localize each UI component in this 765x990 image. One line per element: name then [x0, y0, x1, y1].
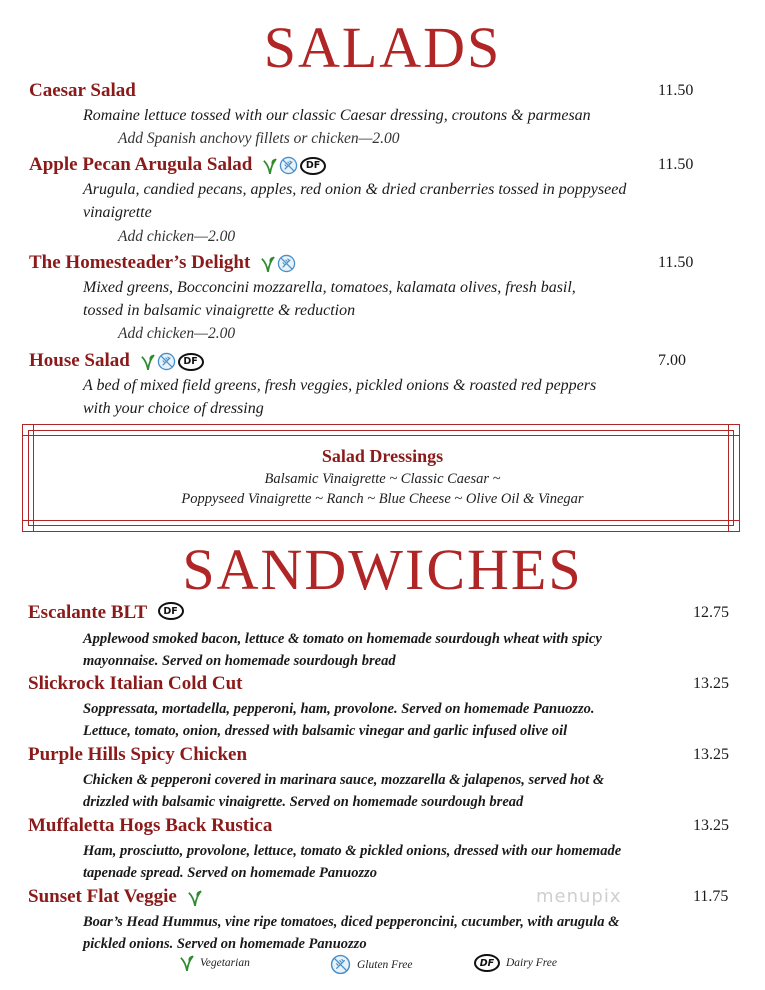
menu-item-price: 13.25	[693, 746, 729, 763]
menu-item-name: Slickrock Italian Cold Cut	[28, 673, 243, 694]
vegetarian-icon	[263, 157, 277, 175]
menu-item-name: The Homesteader’s Delight	[29, 252, 296, 274]
vegetarian-icon	[261, 255, 275, 273]
menu-item-price: 7.00	[658, 352, 686, 369]
menu-item-name: Sunset Flat Veggie	[28, 886, 202, 908]
menu-item-price: 11.50	[658, 156, 694, 173]
legend-vegetarian	[180, 954, 250, 972]
vegetarian-icon	[141, 353, 155, 371]
watermark: menupix	[536, 886, 622, 907]
legend-label: Dairy Free	[506, 957, 557, 969]
gluten-free-icon	[279, 156, 298, 175]
dairy-free-icon: DF	[300, 157, 326, 175]
salad-dressings-line: Poppyseed Vinaigrette ~ Ranch ~ Blue Cheese ~ Olive Oil & Vinegar	[181, 491, 584, 507]
menu-item-description: Boar’s Head Hummus, vine ripe tomatoes, diced pepperoncini, cucumber, with arugula & pickled onions. Served on homemade Panuozzo	[83, 914, 620, 952]
menu-item-price: 11.75	[693, 888, 729, 905]
menu-item-description: Chicken & pepperoni covered in marinara sauce, mozzarella & jalapenos, served hot & drizzled with balsamic vinaigrette. Served on homemade sourdough bread	[83, 772, 605, 810]
menu-item-name: Purple Hills Spicy Chicken	[28, 744, 248, 765]
legend-label: Vegetarian	[200, 957, 250, 969]
menu-item-description: A bed of mixed field greens, fresh veggies, pickled onions & roasted red peppers with your choice of dressing	[83, 377, 597, 417]
gluten-free-icon	[277, 254, 296, 273]
gluten-free-icon	[157, 352, 176, 371]
vegetarian-icon	[180, 954, 194, 972]
menu-item-description: Applewood smoked bacon, lettuce & tomato on homemade sourdough wheat with spicy mayonnaise. Served on homemade sourdough bread	[83, 631, 602, 669]
menu-item-name: Escalante BLT DF	[28, 602, 184, 624]
dairy-free-icon: DF	[474, 954, 500, 972]
menu-item-name: House Salad DF	[29, 350, 204, 372]
legend-label: Gluten Free	[357, 958, 413, 971]
menu-item-description: Ham, prosciutto, provolone, lettuce, tomato & pickled onions, dressed with our homemade tapenade spread. Served on homemade Panuozzo	[83, 843, 622, 881]
dairy-free-icon: DF	[178, 353, 204, 371]
menu-item-addon: Add chicken—2.00	[118, 228, 236, 245]
salad-dressings-line: Balsamic Vinaigrette ~ Classic Caesar ~	[264, 471, 501, 487]
menu-item-name: Muffaletta Hogs Back Rustica	[28, 815, 273, 836]
menu-item-addon: Add chicken—2.00	[118, 325, 236, 342]
menu-item-description: Arugula, candied pecans, apples, red onion & dried cranberries tossed in poppyseed vinaigrette	[83, 181, 627, 221]
menu-item-price: 12.75	[693, 604, 729, 621]
menu-item-price: 13.25	[693, 675, 729, 692]
sandwiches-title: SANDWICHES	[182, 537, 583, 602]
gluten-free-icon	[330, 954, 351, 975]
menu-item-price: 11.50	[658, 254, 694, 271]
legend-dairy-free	[474, 954, 557, 972]
menu-item-description: Soppressata, mortadella, pepperoni, ham, provolone. Served on homemade Panuozzo. Lettuce, tomato, onion, dressed with balsamic vinegar and garlic infused olive oil	[83, 701, 595, 739]
menu-item-name: Apple Pecan Arugula Salad DF	[29, 154, 326, 176]
salad-dressings-title: Salad Dressings	[321, 446, 444, 466]
menu-item-description: Mixed greens, Bocconcini mozzarella, tomatoes, kalamata olives, fresh basil, tossed in balsamic vinaigrette & reduction	[83, 279, 576, 319]
dairy-free-icon: DF	[158, 602, 184, 620]
menu-item-price: 11.50	[658, 82, 694, 99]
vegetarian-icon	[188, 889, 202, 907]
menu-item-name: Caesar Salad	[29, 80, 136, 101]
salads-title: SALADS	[263, 15, 502, 80]
legend-gluten-free	[330, 954, 412, 975]
menu-item-price: 13.25	[693, 817, 729, 834]
menu-item-addon: Add Spanish anchovy fillets or chicken—2.00	[118, 130, 400, 147]
menu-item-description: Romaine lettuce tossed with our classic Caesar dressing, croutons & parmesan	[83, 107, 591, 124]
